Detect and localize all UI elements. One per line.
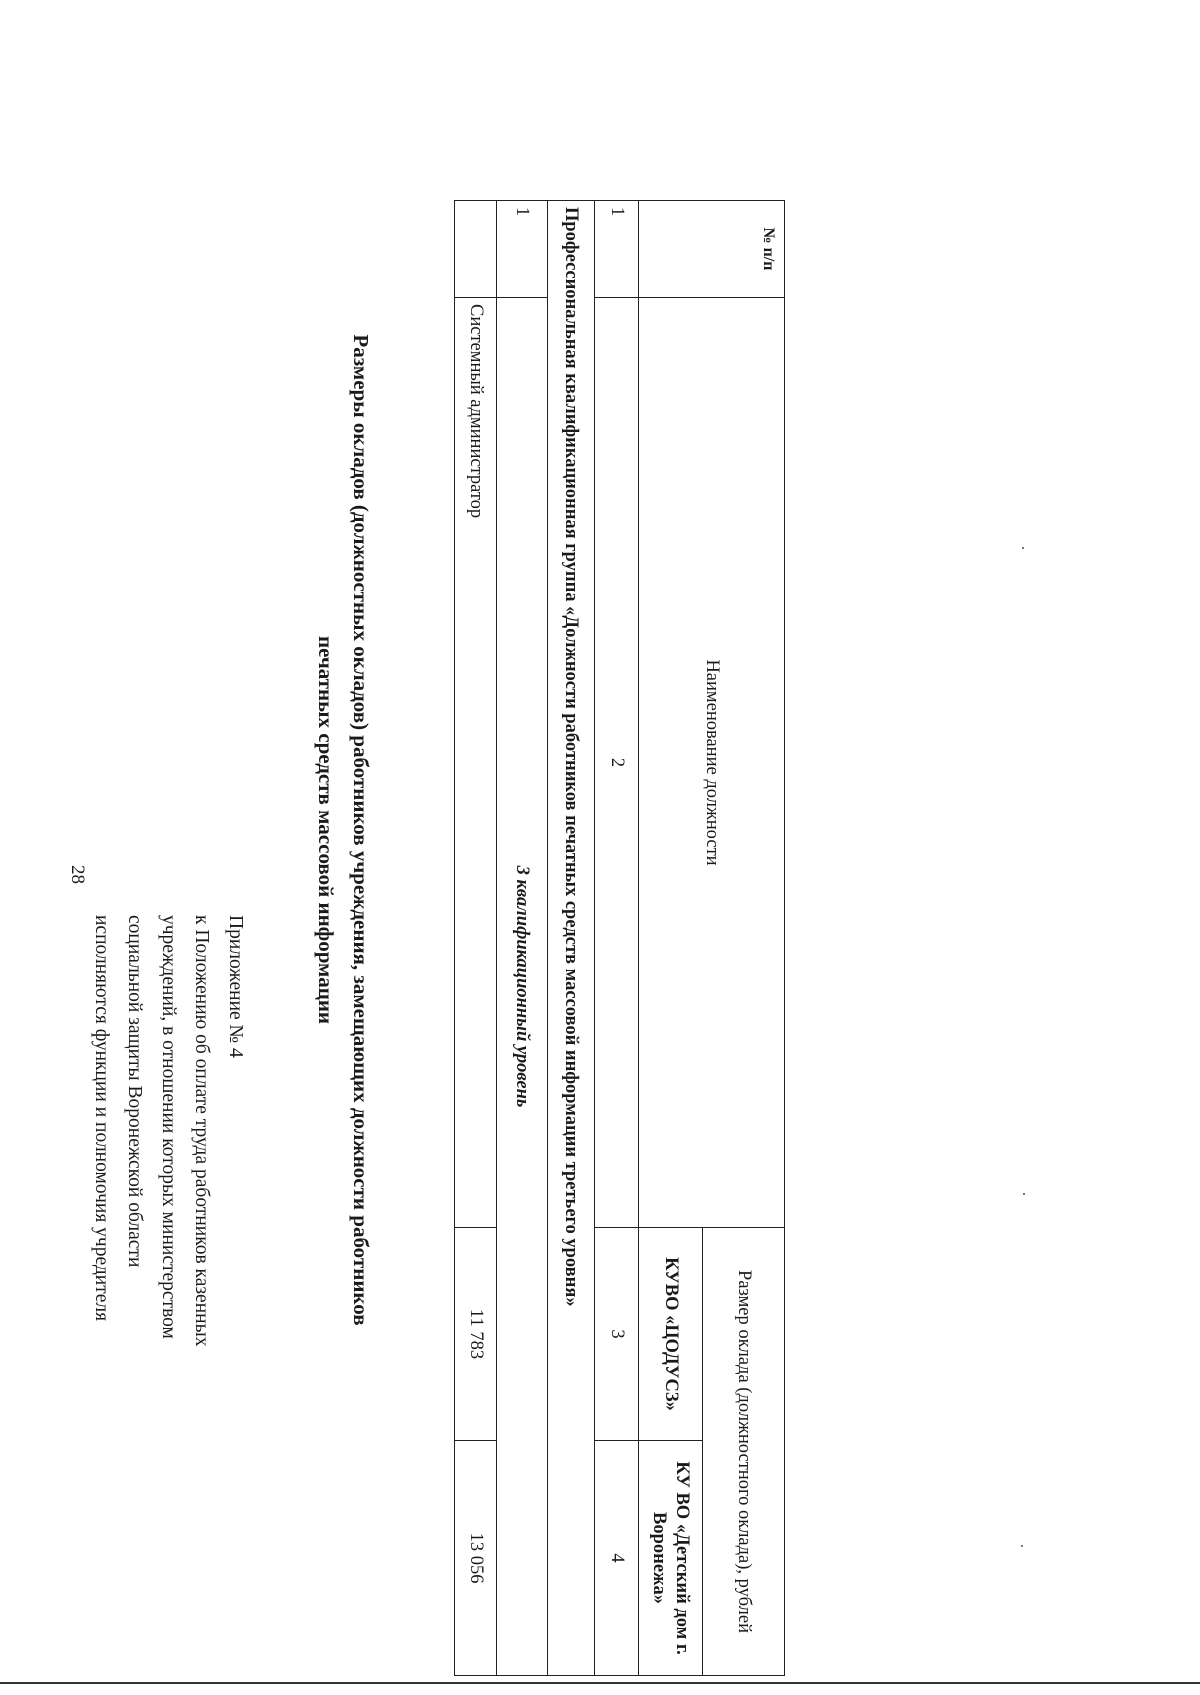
header-salary-size: Размер оклада (должностного оклада), рублей [703, 1228, 785, 1676]
appendix-line: исполняются функции и полномочия учредителя [91, 915, 112, 1322]
index-cell: 3 [595, 1228, 639, 1441]
table-row [455, 201, 497, 1676]
row-num [455, 201, 497, 298]
appendix-line: социальной защиты Воронежской области [124, 915, 146, 1268]
appendix-line: Приложение № 4 [225, 915, 246, 1058]
table-header-row [703, 201, 785, 1676]
level-num: 1 [497, 201, 548, 298]
salary-table [454, 200, 785, 1676]
title-line-2: печатных средств массовой информации [314, 635, 338, 1025]
index-cell: 2 [595, 298, 639, 1228]
group-label: Профессиональная квалификационная группа «Должности работников печатных средств массовой информации третьего уровня» [548, 201, 595, 1676]
header-num: № п/п [639, 201, 785, 298]
level-row [497, 201, 548, 1676]
row-position-name: Системный администратор [455, 298, 497, 1228]
scan-edge-line [0, 1682, 1200, 1684]
group-row [548, 201, 595, 1676]
index-cell: 1 [595, 201, 639, 298]
scan-speck [1022, 547, 1024, 549]
scan-speck [1023, 1193, 1025, 1195]
header-col-a: КУВО «ЦОДУСЗ» [639, 1228, 703, 1441]
page-number: 28 [67, 865, 88, 884]
appendix-line: учреждений, в отношении которых министерством [158, 915, 179, 1339]
appendix-note [85, 915, 253, 1595]
header-col-b: КУ ВО «Детский дом г. Воронежа» [639, 1441, 703, 1676]
appendix-line: к Положению об оплате труда работников казенных [191, 915, 213, 1347]
index-cell: 4 [595, 1441, 639, 1676]
document-title [308, 180, 378, 1480]
column-index-row [595, 201, 639, 1676]
row-salary-a: 11 783 [455, 1228, 497, 1441]
scan-speck [1021, 1545, 1023, 1547]
row-salary-b: 13 056 [455, 1441, 497, 1676]
title-line-1: Размеры окладов (должностных окладов) работников учреждения, замещающих должности работников [349, 334, 373, 1326]
level-label: 3 квалификационный уровень [497, 298, 548, 1676]
header-name: Наименование должности [639, 298, 785, 1228]
